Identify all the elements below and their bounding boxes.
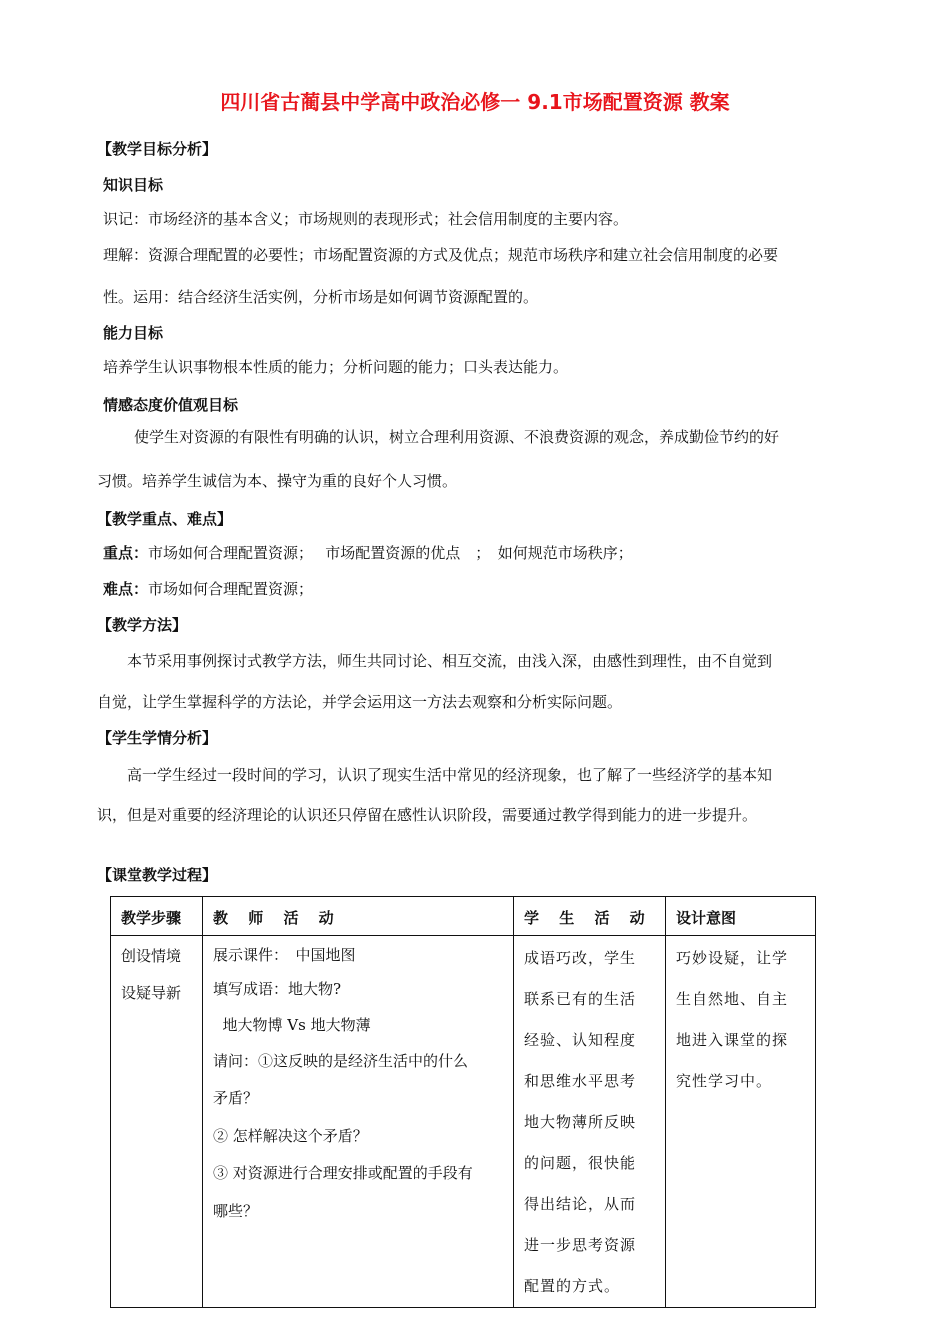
- header-teacher: 教 师 活 动: [213, 909, 334, 927]
- student-line-1: 高一学生经过一段时间的学习，认识了现实生活中常见的经济现象，也了解了一些经济学的基本知: [127, 766, 773, 784]
- method-line-1: 本节采用事例探讨式教学方法，师生共同讨论、相互交流，由浅入深，由感性到理性，由不自觉到: [127, 652, 773, 670]
- student-line: 经验、认知程度: [524, 1031, 637, 1049]
- knowledge-line-3: 性。运用：结合经济生活实例，分析市场是如何调节资源配置的。: [103, 288, 539, 306]
- method-line-2: 自觉，让学生掌握科学的方法论，并学会运用这一方法去观察和分析实际问题。: [97, 693, 623, 711]
- student-line: 联系已有的生活: [524, 990, 637, 1008]
- teacher-line: 展示课件： 中国地图: [213, 946, 356, 964]
- student-line: 的问题，很快能: [524, 1154, 637, 1172]
- ability-heading: 能力目标: [103, 324, 164, 342]
- knowledge-heading: 知识目标: [103, 176, 164, 194]
- table-header-row: [111, 897, 816, 936]
- teacher-line: ② 怎样解决这个矛盾？: [213, 1127, 368, 1145]
- knowledge-line-2: 理解：资源合理配置的必要性；市场配置资源的方式及优点；规范市场秩序和建立社会信用制度的必要: [103, 246, 779, 264]
- process-table: [110, 896, 816, 1308]
- design-line: 究性学习中。: [676, 1072, 773, 1090]
- teacher-line: 请问：①这反映的是经济生活中的什么: [213, 1052, 469, 1070]
- teacher-cell: [203, 936, 513, 1230]
- header-design: 设计意图: [676, 909, 737, 927]
- design-line: 巧妙设疑，让学: [676, 949, 789, 967]
- page-title: 四川省古蔺县中学高中政治必修一 9.1市场配置资源 教案: [220, 90, 730, 114]
- step-cell: [111, 936, 202, 1012]
- design-line: 生自然地、自主: [676, 990, 789, 1008]
- student-cell: [514, 936, 665, 1307]
- difficult-label: 难点：: [103, 580, 149, 598]
- teacher-line: ③ 对资源进行合理安排或配置的手段有: [213, 1164, 473, 1182]
- step-line: 设疑导新: [121, 984, 182, 1002]
- difficult-text: 市场如何合理配置资源；: [148, 580, 314, 598]
- student-line: 进一步思考资源: [524, 1236, 637, 1254]
- header-student: 学 生 活 动: [524, 909, 645, 927]
- knowledge-line-1: 识记：市场经济的基本含义；市场规则的表现形式；社会信用制度的主要内容。: [103, 210, 629, 228]
- header-step: 教学步骤: [121, 909, 182, 927]
- section-method: 【教学方法】: [97, 616, 188, 634]
- student-line: 配置的方式。: [524, 1277, 621, 1295]
- section-process: 【课堂教学过程】: [97, 866, 218, 884]
- table-row: [111, 936, 816, 1308]
- emotion-line-2: 习惯。培养学生诚信为本、操守为重的良好个人习惯。: [97, 472, 458, 490]
- key-text: 市场如何合理配置资源； 市场配置资源的优点 ； 如何规范市场秩序；: [148, 544, 633, 562]
- student-line: 成语巧改，学生: [524, 949, 637, 967]
- teacher-line: 矛盾？: [213, 1089, 259, 1107]
- section-keypoints: 【教学重点、难点】: [97, 510, 233, 528]
- student-line: 地大物薄所反映: [524, 1113, 637, 1131]
- teacher-line: 填写成语：地大物?: [213, 980, 342, 998]
- student-line: 得出结论，从而: [524, 1195, 637, 1213]
- emotion-line-1: 使学生对资源的有限性有明确的认识，树立合理利用资源、不浪费资源的观念，养成勤俭节约的好: [134, 428, 780, 446]
- design-line: 地进入课堂的探: [676, 1031, 789, 1049]
- design-cell: [666, 936, 815, 1102]
- section-objectives: 【教学目标分析】: [97, 140, 218, 158]
- step-line: 创设情境: [121, 947, 182, 965]
- teacher-line: 哪些？: [213, 1202, 259, 1220]
- key-point-line: [103, 542, 633, 563]
- difficult-point-line: [103, 578, 313, 599]
- teacher-line: 地大物博 Vs 地大物薄: [213, 1016, 371, 1034]
- student-line: 和思维水平思考: [524, 1072, 637, 1090]
- emotion-heading: 情感态度价值观目标: [103, 396, 239, 414]
- section-student: 【学生学情分析】: [97, 729, 218, 747]
- ability-line: 培养学生认识事物根本性质的能力；分析问题的能力；口头表达能力。: [103, 358, 569, 376]
- student-line-2: 识，但是对重要的经济理论的认识还只停留在感性认识阶段，需要通过教学得到能力的进一步提升。: [97, 806, 758, 824]
- key-label: 重点：: [103, 544, 149, 562]
